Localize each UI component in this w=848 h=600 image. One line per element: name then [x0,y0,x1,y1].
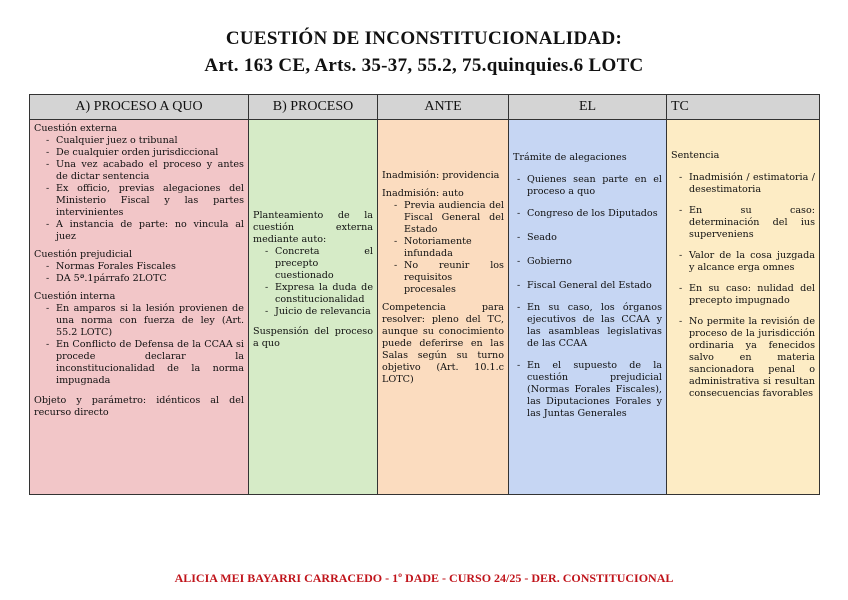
list-item: - En su caso, los órganos ejecutivos de las CCAA y las asambleas legislativas de las CCAA [527,302,662,350]
list-item: - En el supuesto de la cuestión prejudicial (Normas Forales Fiscales), las Diputaciones Forales y las Juntas Generales [527,360,662,420]
section-title: Cuestión externa [34,123,118,134]
list-item: - En amparos si la lesión provienen de una norma con fuerza de ley (Art. 55.2 LOTC) [56,303,244,339]
list-prejudicial [34,261,244,285]
list-item: - Notoriamente infundada [404,236,504,260]
section-title: Cuestión interna [34,291,116,302]
column-ante [377,94,509,495]
list-item: - Una vez acabado el proceso y antes de dictar sentencia [56,159,244,183]
competencia-text: Competencia para resolver: pleno del TC, aunque su conocimiento puede deferirse en las Salas según su turno objetivo (Art. 10.1.c LOTC) [382,302,504,385]
column-proceso-a-quo [29,94,249,495]
suspension-text: Suspensión del proceso a quo [253,326,373,349]
body-tc [667,120,819,494]
list-item: - Normas Forales Fiscales [56,261,244,273]
body-proceso [249,120,377,494]
list-item: - Gobierno [527,256,662,268]
list-sentencia [671,172,815,400]
list-item: - Expresa la duda de constitucionalidad [275,282,373,306]
body-proceso-a-quo [30,120,248,494]
list-item: - Concreta el precepto cuestionado [275,246,373,282]
objeto-text: Objeto y parámetro: idénticos al del recurso directo [34,395,244,418]
list-item: - En su caso: determinación del ius superveniens [689,205,815,241]
header-tc: TC [667,95,819,120]
list-item: - Valor de la cosa juzgada y alcance erga omnes [689,250,815,274]
list-item: - Inadmisión / estimatoria / desestimatoria [689,172,815,196]
list-alegaciones [513,174,662,420]
header-el: EL [509,95,666,120]
list-item: - En Conflicto de Defensa de la CCAA si procede declarar la inconstitucionalidad de la norma impugnada [56,339,244,387]
section-title: Cuestión prejudicial [34,249,133,260]
header-proceso-a-quo: A) PROCESO A QUO [30,95,248,120]
list-item: - Juicio de relevancia [275,306,373,318]
list-item: - De cualquier orden jurisdiccional [56,147,244,159]
summary-table [29,94,820,495]
footer-author: ALICIA MEI BAYARRI CARRACEDO - 1º DADE - CURSO 24/25 - DER. CONSTITUCIONAL [174,571,674,585]
list-item: - Cualquier juez o tribunal [56,135,244,147]
list-item: - No permite la revisión de proceso de la jurisdicción ordinaria ya fenecidos salvo en materia sancionadora penal o administrativa si resultan consecuencias favorables [689,316,815,400]
list-item: - Seado [527,232,662,244]
list-item: - En su caso: nulidad del precepto impugnado [689,283,815,307]
document-title: CUESTIÓN DE INCONSTITUCIONALIDAD: [225,28,623,49]
header-proceso: B) PROCESO [249,95,377,120]
tramite-text: Trámite de alegaciones [513,152,627,163]
inadmision-providencia: Inadmisión: providencia [382,170,500,181]
list-auto [253,246,373,318]
list-item: - Quienes sean parte en el proceso a quo [527,174,662,198]
list-item: - Ex officio, previas alegaciones del Ministerio Fiscal y las partes intervinientes [56,183,244,219]
header-ante: ANTE [378,95,508,120]
list-interna [34,303,244,387]
inadmision-auto: Inadmisión: auto [382,188,464,199]
body-ante [378,120,508,494]
body-el [509,120,666,494]
list-item: - Fiscal General del Estado [527,280,662,292]
column-tc [666,94,820,495]
list-externa [34,135,244,243]
list-item: - No reunir los requisitos procesales [404,260,504,296]
list-item: - Previa audiencia del Fiscal General del Estado [404,200,504,236]
list-item: - DA 5ª.1párrafo 2LOTC [56,273,244,285]
list-item: - A instancia de parte: no vincula al juez [56,219,244,243]
column-proceso [248,94,378,495]
sentencia-text: Sentencia [671,150,720,161]
column-el [508,94,667,495]
planteamiento-text: Planteamiento de la cuestión externa mediante auto: [253,210,373,245]
document-subtitle: Art. 163 CE, Arts. 35-37, 55.2, 75.quinquies.6 LOTC [204,55,644,76]
list-item: - Congreso de los Diputados [527,208,662,220]
list-inadmision [382,200,504,296]
